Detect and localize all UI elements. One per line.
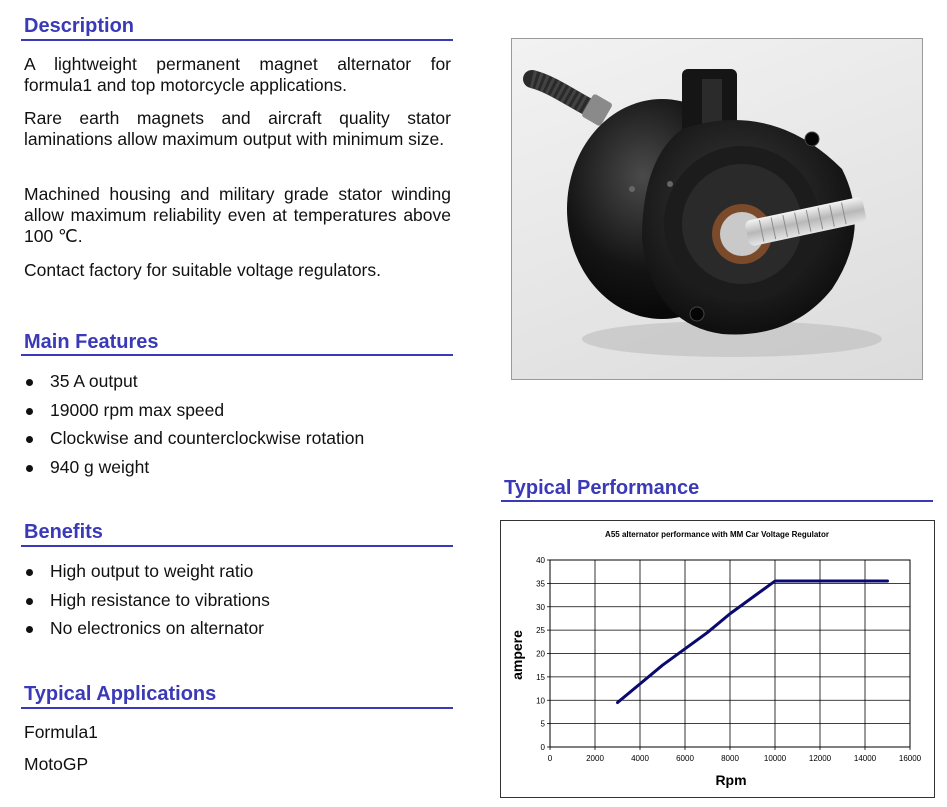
description-paragraph-3: Machined housing and military grade stator winding allow maximum reliability even at temperatures above 100 ℃. <box>24 184 451 246</box>
description-paragraph-1: A lightweight permanent magnet alternator for formula1 and top motorcycle applications. <box>24 54 451 95</box>
x-tick-label: 12000 <box>808 754 832 763</box>
benefits-heading: Benefits <box>24 521 103 543</box>
typical-applications-rule <box>21 707 453 709</box>
typical-applications-heading: Typical Applications <box>24 683 217 705</box>
application-item: Formula1 <box>24 722 98 742</box>
x-axis-label: Rpm <box>715 772 747 788</box>
y-tick-label: 25 <box>536 626 545 636</box>
description-heading: Description <box>24 15 135 37</box>
application-item: MotoGP <box>24 754 89 774</box>
performance-chart <box>500 520 935 798</box>
y-tick-label: 10 <box>536 696 545 706</box>
bullet-icon <box>26 569 33 576</box>
list-item-text: 940 g weight <box>50 456 150 477</box>
x-tick-label: 0 <box>547 754 553 763</box>
bullet-icon <box>26 598 33 605</box>
list-item <box>24 400 364 429</box>
benefits-rule <box>21 545 453 547</box>
list-item <box>24 561 270 590</box>
y-tick-label: 35 <box>536 579 545 589</box>
y-tick-label: 5 <box>540 719 545 729</box>
x-tick-label: 2000 <box>586 754 604 763</box>
y-tick-label: 15 <box>536 672 545 682</box>
description-paragraph-2: Rare earth magnets and aircraft quality stator laminations allow maximum output with minimum size. <box>24 108 451 149</box>
series-line <box>618 581 888 703</box>
y-tick-label: 40 <box>536 556 545 565</box>
bullet-icon <box>26 408 33 415</box>
bullet-icon <box>26 626 33 633</box>
benefits-list <box>24 561 270 647</box>
chart-title: A55 alternator performance with MM Car Voltage Regulator <box>605 530 829 539</box>
y-tick-label: 30 <box>536 602 545 612</box>
x-tick-label: 14000 <box>853 754 877 763</box>
list-item-text: Clockwise and counterclockwise rotation <box>50 428 365 448</box>
typical-performance-rule <box>501 500 933 502</box>
x-tick-label: 6000 <box>676 754 694 763</box>
alternator-illustration <box>512 39 922 379</box>
main-features-heading: Main Features <box>24 331 159 353</box>
list-item <box>24 428 364 457</box>
list-item <box>24 618 270 647</box>
y-tick-label: 20 <box>536 649 545 659</box>
list-item-text: No electronics on alternator <box>50 618 264 638</box>
list-item-text: High resistance to vibrations <box>50 589 270 610</box>
bullet-icon <box>26 379 33 386</box>
bullet-icon <box>26 465 33 472</box>
list-item <box>24 457 364 486</box>
y-axis-label: ampere <box>509 630 525 680</box>
x-tick-label: 4000 <box>631 754 649 763</box>
main-features-list <box>24 371 364 485</box>
x-tick-label: 16000 <box>898 754 922 763</box>
typical-performance-heading: Typical Performance <box>504 477 700 499</box>
main-features-rule <box>21 354 453 356</box>
performance-chart-svg <box>501 521 934 797</box>
list-item-text: High output to weight ratio <box>50 561 254 581</box>
description-paragraph-4: Contact factory for suitable voltage regulators. <box>24 260 381 280</box>
y-tick-label: 0 <box>540 743 545 752</box>
alternator-photo <box>511 38 923 380</box>
description-rule <box>21 39 453 41</box>
list-item <box>24 590 270 619</box>
x-tick-label: 8000 <box>721 754 739 763</box>
list-item <box>24 371 364 400</box>
bullet-icon <box>26 436 33 443</box>
x-tick-label: 10000 <box>763 754 787 763</box>
list-item-text: 19000 rpm max speed <box>50 399 225 420</box>
list-item-text: 35 A output <box>50 371 138 391</box>
